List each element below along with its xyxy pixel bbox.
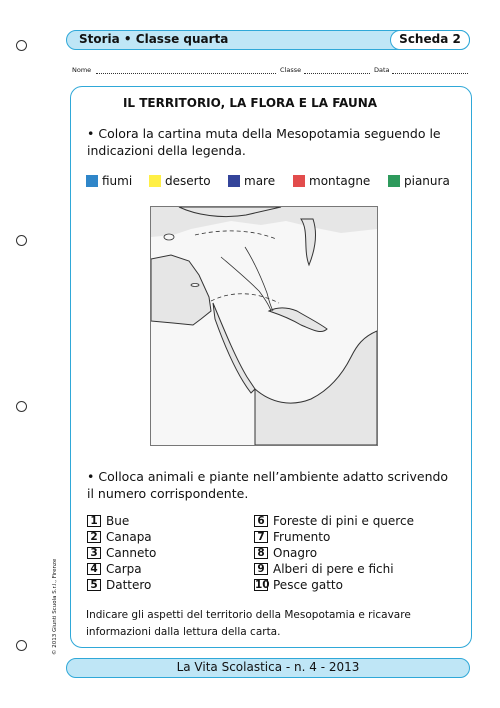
legend-label-mare: mare bbox=[244, 174, 276, 188]
items-list-left bbox=[87, 515, 237, 595]
item-number: 9 bbox=[254, 563, 268, 575]
blank-map-mesopotamia[interactable] bbox=[150, 206, 378, 446]
legend-swatch-pianura bbox=[388, 175, 400, 187]
header-bar bbox=[66, 30, 470, 50]
class-label: Classe bbox=[280, 66, 302, 74]
sheet-number-tab: Scheda 2 bbox=[390, 30, 470, 50]
item-number: 8 bbox=[254, 547, 268, 559]
item-number: 5 bbox=[87, 579, 101, 591]
item-number: 7 bbox=[254, 531, 268, 543]
legend-label-fiumi: fiumi bbox=[102, 174, 133, 188]
legend-swatch-mare bbox=[228, 175, 240, 187]
item-number: 2 bbox=[87, 531, 101, 543]
item-number: 4 bbox=[87, 563, 101, 575]
class-field[interactable] bbox=[304, 73, 370, 74]
date-field[interactable] bbox=[392, 73, 468, 74]
item-name: Foreste di pini e querce bbox=[273, 514, 414, 528]
name-field[interactable] bbox=[96, 73, 276, 74]
header-title: Storia • Classe quarta bbox=[79, 32, 229, 46]
item-number: 10 bbox=[255, 579, 270, 591]
binder-ring-3 bbox=[16, 401, 27, 412]
map-legend bbox=[86, 174, 466, 188]
item-name: Bue bbox=[106, 514, 130, 528]
item-name: Carpa bbox=[106, 562, 142, 576]
student-fields bbox=[72, 66, 468, 78]
item-number: 3 bbox=[87, 547, 101, 559]
teacher-note: Indicare gli aspetti del territorio della Mesopotamia e ricavare informazioni dalla lettura della carta. bbox=[86, 609, 411, 638]
copyright-text: © 2013 Giunti Scuola S.r.l., Firenze bbox=[52, 558, 58, 655]
legend-swatch-fiumi bbox=[86, 175, 98, 187]
date-label: Data bbox=[374, 66, 390, 74]
instruction-place-animals: • Colloca animali e piante nell’ambiente adatto scrivendo il numero corrispondente. bbox=[87, 469, 449, 501]
item-number: 1 bbox=[87, 515, 101, 527]
name-label: Nome bbox=[72, 66, 92, 74]
legend-label-deserto: deserto bbox=[165, 174, 211, 188]
instruction-color-map: • Colora la cartina muta della Mesopotamia seguendo le indicazioni della legenda. bbox=[87, 126, 441, 158]
item-name: Frumento bbox=[273, 530, 331, 544]
item-name: Onagro bbox=[273, 546, 318, 560]
binder-ring-1 bbox=[16, 40, 27, 51]
map-outline bbox=[151, 207, 377, 445]
legend-swatch-montagne bbox=[293, 175, 305, 187]
legend-label-montagne: montagne bbox=[309, 174, 371, 188]
item-name: Canneto bbox=[106, 546, 157, 560]
legend-swatch-deserto bbox=[149, 175, 161, 187]
binder-ring-2 bbox=[16, 235, 27, 246]
item-number: 6 bbox=[254, 515, 268, 527]
items-list-right bbox=[254, 515, 464, 595]
footer-bar: La Vita Scolastica - n. 4 - 2013 bbox=[66, 658, 470, 678]
item-name: Pesce gatto bbox=[273, 578, 343, 592]
binder-ring-4 bbox=[16, 640, 27, 651]
item-name: Canapa bbox=[106, 530, 152, 544]
item-name: Alberi di pere e fichi bbox=[273, 562, 394, 576]
item-name: Dattero bbox=[106, 578, 152, 592]
worksheet-title: IL TERRITORIO, LA FLORA E LA FAUNA bbox=[122, 96, 378, 110]
legend-label-pianura: pianura bbox=[404, 174, 450, 188]
